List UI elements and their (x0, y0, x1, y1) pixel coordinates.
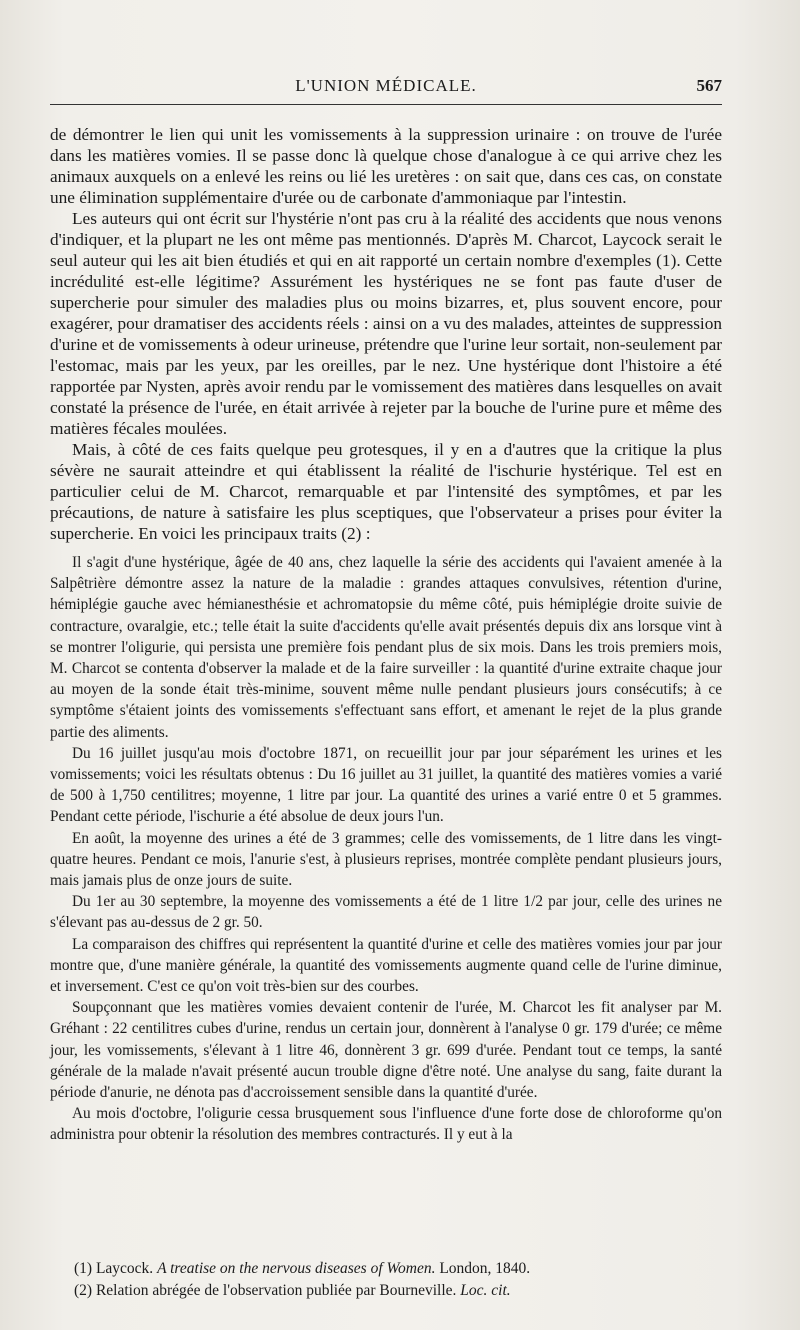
case-paragraph-september: Du 1er au 30 septembre, la moyenne des vomissements a été de 1 litre 1/2 par jour, celle des urines ne s'élevant pas au-dessus de 2 gr. 50. (50, 893, 722, 932)
footnote-mark: (2) (74, 1282, 93, 1299)
case-paragraph-patient: Il s'agit d'une hystérique, âgée de 40 ans, chez laquelle la série des accidents qui l'avaient amenée à la Salpêtrière démontre assez la nature de la maladie : grandes attaques convulsives, rétention d'urine, hémiplégie gauche avec hémianesthésie et achromatopsie du même côté, puis hémiplégie droite suivie de contracture, ovaralgie, etc.; telle était la suite d'accidents qu'elle avait présentés depuis dix ans lorsque vint à se montrer l'oligurie, qui persista une première fois pendant plus de six mois. Dans les trois premiers mois, M. Charcot se contenta d'observer la malade et de la faire surveiller : la quantité d'urine extraite chaque jour au moyen de la sonde était très-minime, souvent même nulle pendant plusieurs jours consécutifs; à ce symptôme s'étaient joints des vomissements s'effectuant sans effort, et amenant le rejet de la plus grande partie des aliments. (50, 554, 722, 741)
case-paragraph-comparison: La comparaison des chiffres qui représentent la quantité d'urine et celle des matières vomies jour par jour montre que, d'une manière générale, la quantité des vomissements augmente quand celle de l'urine diminue, et inversement. C'est ce qu'on voit très-bien sur des courbes. (50, 935, 722, 996)
footnote-rest: London, 1840. (439, 1260, 531, 1277)
footnote-ref: Loc. cit. (460, 1282, 511, 1299)
footnotes (50, 1258, 722, 1302)
page-number: 567 (696, 76, 722, 95)
journal-title: L'UNION MÉDICALE. (295, 76, 477, 95)
footnote-mark: (1) (74, 1260, 93, 1277)
footnote-2 (50, 1280, 722, 1302)
body-text (50, 124, 722, 1146)
paragraph-authors: Les auteurs qui ont écrit sur l'hystérie n'ont pas cru à la réalité des accidents que nous venons d'indiquer, et la plupart ne les ont même pas mentionnés. D'après M. Charcot, Laycock serait le seul auteur qui les ait bien étudiés et qui en ait rapporté un certain nombre d'exemples (1). Cette incrédulité est-elle légitime? Assurément les hystériques ne se font pas faute d'user de supercherie pour simuler des maladies plus ou moins bizarres, et, plus souvent encore, pour exagérer, pour dramatiser des accidents réels : ainsi on a vu des malades, atteintes de suppression d'urine et de vomissements à odeur urineuse, prétendre que l'urine leur sortait, non-seulement par l'estomac, mais par les yeux, par les oreilles, par le nez. Une hystérique dont l'histoire a été rapportée par Nysten, après avoir rendu par le vomissement des matières dans lesquelles on avait constaté la présence de l'urée, en était arrivée à rejeter par la bouche de l'urine pure et même des matières fécales moulées. (50, 209, 722, 438)
paragraph-continuation: de démontrer le lien qui unit les vomissements à la suppression urinaire : on trouve de l'urée dans les matières vomies. Il se passe donc là quelque chose d'analogue à ce qui arrive chez les animaux auxquels on a enlevé les reins ou lié les uretères : on sait que, dans ces cas, on constate une élimination supplémentaire d'urée ou de carbonate d'ammoniaque par l'intestin. (50, 125, 722, 207)
case-paragraph-july: Du 16 juillet jusqu'au mois d'octobre 1871, on recueillit jour par jour séparément les urines et les vomissements; voici les résultats obtenus : Du 16 juillet au 31 juillet, la quantité des matières vomies a varié de 500 à 1,750 centilitres; moyenne, 1 litre par jour. La quantité des urines a varié entre 0 et 5 grammes. Pendant cette période, l'ischurie a été absolue de deux jours l'un. (50, 744, 722, 826)
header-rule (50, 104, 722, 105)
case-paragraph-august: En août, la moyenne des urines a été de 3 grammes; celle des vomissements, de 1 litre dans les vingt-quatre heures. Pendant ce mois, l'anurie s'est, à plusieurs reprises, montrée complète pendant plusieurs jours, mais jamais plus de onze jours de suite. (50, 829, 722, 890)
page-header (50, 76, 722, 100)
case-paragraph-analysis: Soupçonnant que les matières vomies devaient contenir de l'urée, M. Charcot les fit analyser par M. Gréhant : 22 centilitres cubes d'urine, rendus un certain jour, donnèrent à l'analyse 0 gr. 179 d'urée; ce même jour, les vomissements, s'élevant à 1 litre 46, donnèrent 3 gr. 699 d'urée. Pendant tout ce temps, la santé générale de la malade n'avait présenté aucun trouble digne d'être noté. Une analyse du sang, faite durant la période d'anurie, ne dénota pas d'accroissement sensible dans la quantité d'urée. (50, 999, 722, 1102)
paragraph-charcot-case: Mais, à côté de ces faits quelque peu grotesques, il y en a d'autres que la critique la plus sévère ne saurait atteindre et qui établissent la réalité de l'ischurie hystérique. Tel est en particulier celui de M. Charcot, remarquable et par l'intensité des symptômes, et par les précautions, de nature à satisfaire les plus sceptiques, que l'observateur a prises pour éviter la supercherie. En voici les principaux traits (2) : (50, 440, 722, 543)
footnote-author: Laycock. (95, 1260, 154, 1277)
footnote-text: Relation abrégée de l'observation publiée par Bourneville. (95, 1282, 457, 1299)
footnote-title: A treatise on the nervous diseases of Women. (157, 1260, 436, 1277)
footnote-1 (50, 1258, 722, 1280)
case-paragraph-october: Au mois d'octobre, l'oligurie cessa brusquement sous l'influence d'une forte dose de chloroforme qu'on administra pour obtenir la résolution des membres contracturés. Il y eut à la (50, 1105, 722, 1144)
